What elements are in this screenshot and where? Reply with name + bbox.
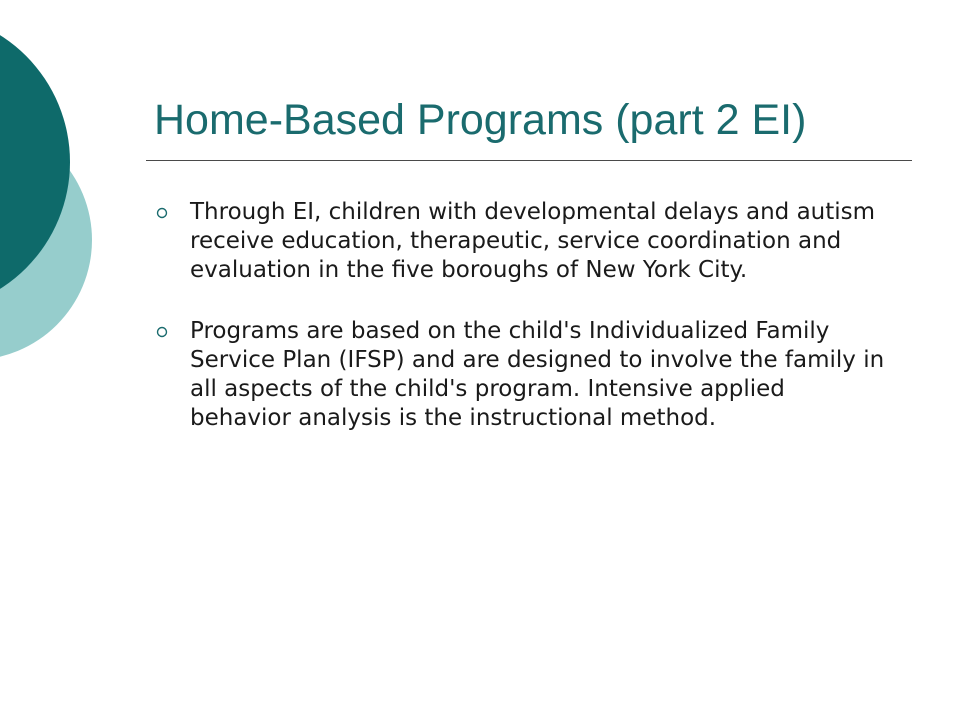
bullet-text: Programs are based on the child's Individualized Family Service Plan (IFSP) and are designed to involve the family in all aspects of the child's program. Intensive applied behavior analysis is the instructional method.: [190, 318, 885, 431]
bullet-item: [150, 317, 890, 433]
ring-bullet-icon: [156, 326, 168, 338]
slide-title: Home-Based Programs (part 2 EI): [154, 96, 807, 144]
ring-bullet-icon: [156, 207, 168, 219]
bullet-item: [150, 198, 890, 285]
decorative-circles: [0, 0, 120, 400]
bullet-text: Through EI, children with developmental delays and autism receive education, therapeutic, service coordination and evaluation in the five boroughs of New York City.: [190, 199, 876, 283]
bullet-list: [150, 198, 890, 465]
title-divider: [146, 160, 912, 161]
